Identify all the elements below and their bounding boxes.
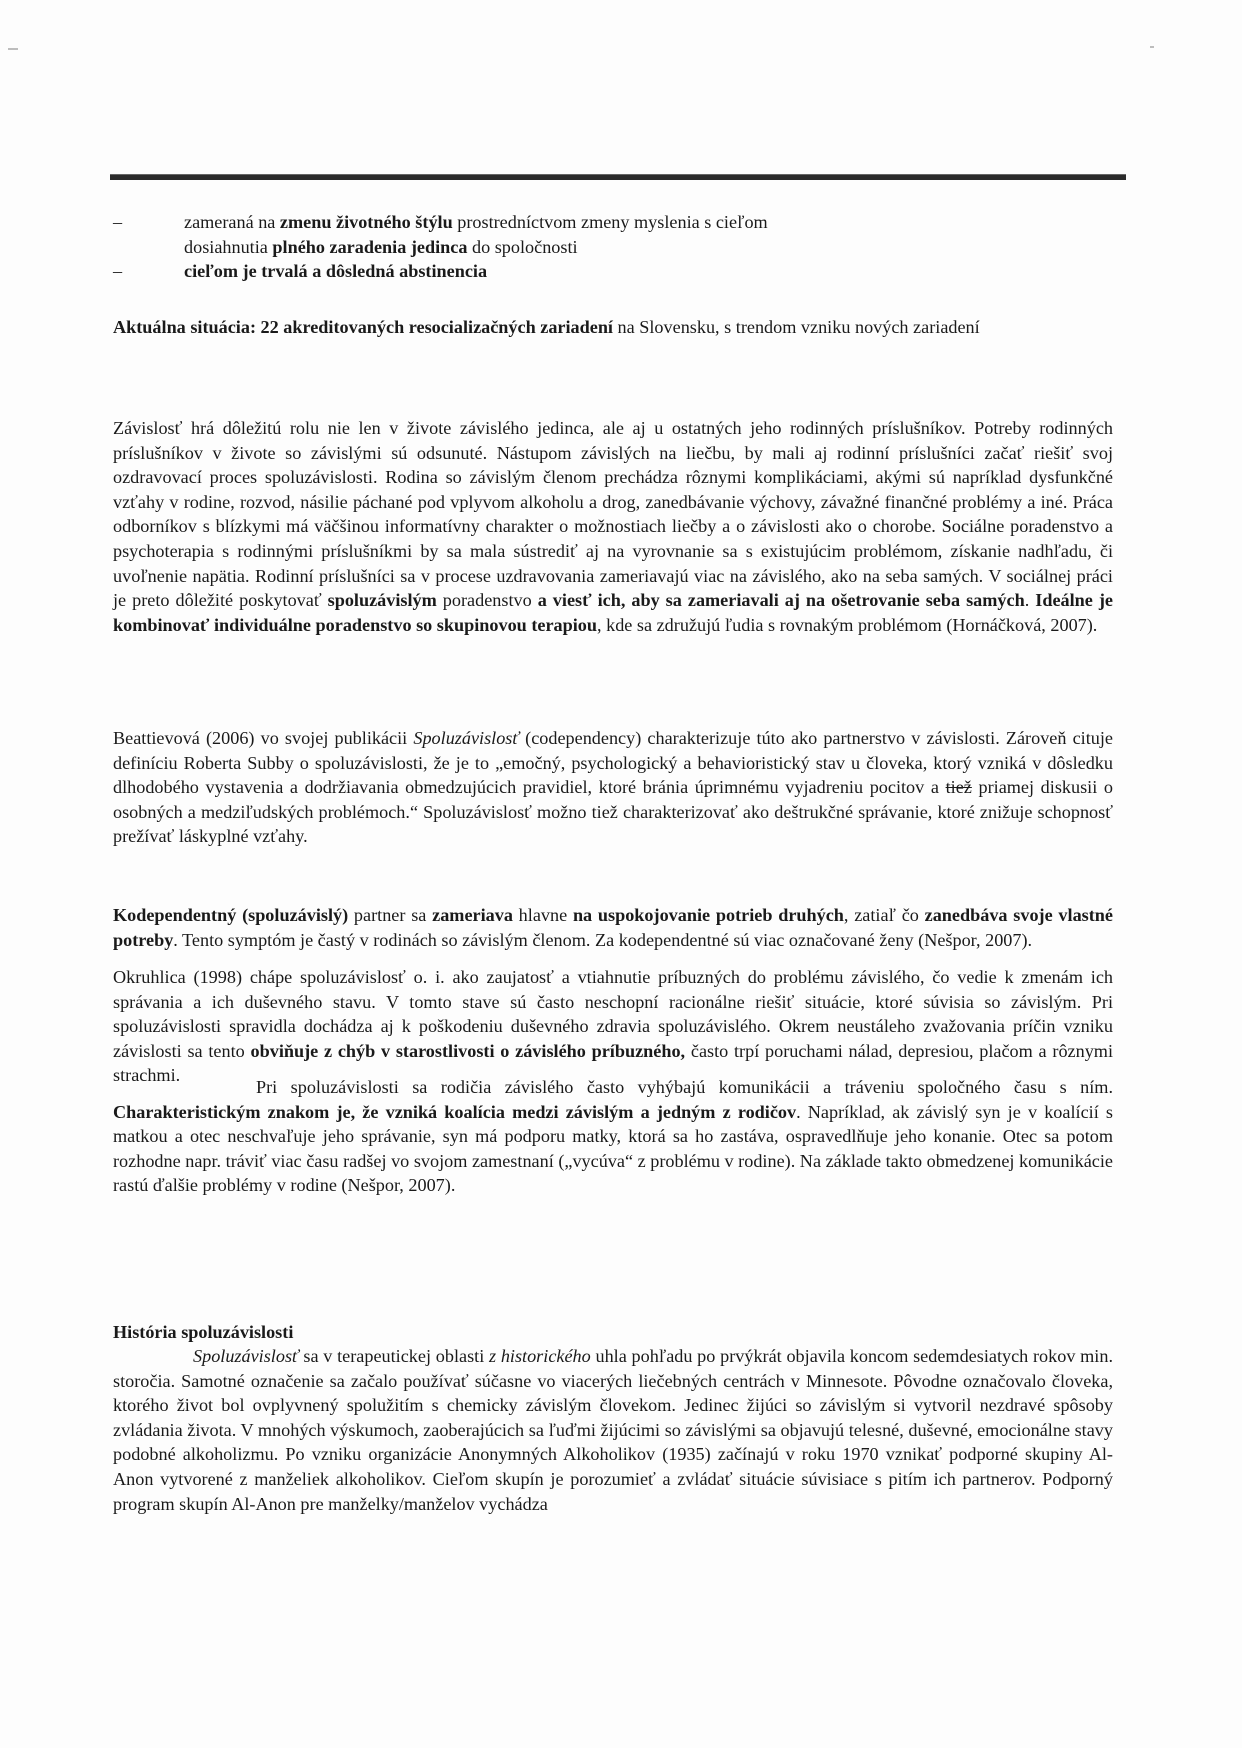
bullet-list bbox=[113, 210, 1113, 284]
bullet-dash: – bbox=[113, 212, 123, 232]
bullet-item: – cieľom je trvalá a dôsledná abstinencia bbox=[113, 259, 1113, 284]
scan-artifact bbox=[1150, 46, 1154, 48]
paragraph-parents: Pri spoluzávislosti sa rodičia závislého často vyhýbajú komunikácii a tráveniu spoločného času s ním. Charakteristickým znakom je, že vzniká koalícia medzi závislým a jedným z rodičov. Napríklad, ak závislý syn je v koalícií s matkou a otec neschvaľuje jeho správanie, syn má podporu matky, ktorá sa ho zastáva, ospravedlňuje jeho konanie. Otec sa potom rozhodne napr. tráviť viac času radšej vo svojom zamestnaní („vycúva“ z problému v rodine). Na základe takto obmedzenej komunikácie rastú ďalšie problémy v rodine (Nešpor, 2007). bbox=[113, 1077, 1113, 1196]
scan-artifact bbox=[8, 48, 18, 50]
paragraph-history: Spoluzávislosť sa v terapeutickej oblasti z historického uhla pohľadu po prvýkrát objavila koncom sedemdesiatych rokov min. storočia. Samotné označenie sa začalo používať súčasne vo viacerých liečebných centrách v Minnesote. Pôvodne označovalo človeka, ktorého život bol ovplyvnený spolužitím s chemicky závislým človekom. Jedinec žijúci so závislým si vytvoril nezdravé spôsoby zvládania života. V mnohých výskumoch, zaoberajúcich sa ľuďmi žijúcimi so závislými sa objavujú telesné, duševné, emocionálne stavy podobné alkoholizmu. Po vzniku organizácie Anonymných Alkoholikov (1935) začínajú v roku 1970 vznikať podporné skupiny Al-Anon vytvorené z manželiek alkoholikov. Cieľom skupín je porozumieť a zvládať situácie súvisiace s pitím ich partnerov. Podporný program skupín Al-Anon pre manželky/manželov vychádza bbox=[113, 1346, 1113, 1514]
section-heading: História spoluzávislosti bbox=[113, 1322, 294, 1342]
paragraph-okruhlica: Okruhlica (1998) chápe spoluzávislosť o. i. ako zaujatosť a vtiahnutie príbuzných do problému závislého, čo vedie k zmenám ich správania a ich duševného stavu. V tomto stave sú často neschopní racionálne riešiť situácie, ktoré súvisia so závislým. Pri spoluzávislosti spravidla dochádza aj k poškodeniu duševného zdravia spoluzávislého. Okrem neustáleho zvažovania príčin vzniku závislosti sa tento obviňuje z chýb v starostlivosti o závislého príbuzného, často trpí poruchami nálad, depresiou, plačom a rôznymi strachmi. bbox=[113, 967, 1114, 1086]
header-rule bbox=[110, 174, 1126, 180]
bullet-item: – zameraná na zmenu životného štýlu prostredníctvom zmeny myslenia s cieľom dosiahnutia plného zaradenia jedinca do spoločnosti bbox=[113, 212, 768, 257]
paragraph-family-role: Závislosť hrá dôležitú rolu nie len v živote závislého jedinca, ale aj u ostatných jeho rodinných príslušníkov. Potreby rodinných príslušníkov v živote so závislými sú odsunuté. Nástupom závislých na liečbu, by mali aj rodinní príslušníci začať riešiť svoj ozdravovací proces spoluzávislosti. Rodina so závislým členom prechádza rôznymi komplikáciami, akými sú napríklad dysfunkčné vzťahy v rodine, rozvod, násilie páchané pod vplyvom alkoholu a drog, zanedbávanie výchovy, závažné finančné problémy a iné. Práca odborníkov s blízkymi má väčšinou informatívny charakter o možnostiach liečby a o závislosti ako o chorobe. Sociálne poradenstvo a psychoterapia s rodinnými príslušníkmi by sa mala sústrediť aj na vyrovnanie sa s existujúcim problémom, získanie nadhľadu, či uvoľnenie napätia. Rodinní príslušníci sa v procese uzdravovania zameriavajú viac na závislého, ako na seba samých. V sociálnej práci je preto dôležité poskytovať spoluzávislým poradenstvo a viesť ich, aby sa zameriavali aj na ošetrovanie seba samých. Ideálne je kombinovať individuálne poradenstvo so skupinovou terapiou, kde sa združujú ľudia s rovnakým problémom (Hornáčková, 2007). bbox=[113, 418, 1114, 635]
paragraph-beattie: Beattievová (2006) vo svojej publikácii Spoluzávislosť (codependency) charakterizuje túto ako partnerstvo v závislosti. Zároveň cituje definíciu Roberta Subby o spoluzávislosti, že je to „emočný, psychologický a behavioristický stav u človeka, ktorý vzniká v dôsledku dlhodobého vystavenia a dodržiavania obmedzujúcich pravidiel, ktoré bránia úprimnému vyjadreniu pocitov a tiež priamej diskusii o osobných a medziľudských problémoch.“ Spoluzávislosť možno tiež charakterizovať ako deštrukčné správanie, ktoré znižuje schopnosť prežívať láskyplné vzťahy. bbox=[113, 728, 1113, 847]
paragraph-codependent: Kodependentný (spoluzávislý) partner sa zameriava hlavne na uspokojovanie potrieb druhých, zatiaľ čo zanedbáva svoje vlastné potreby. Tento symptóm je častý v rodinách so závislým členom. Za kodependentné sú viac označované ženy (Nešpor, 2007). bbox=[113, 905, 1113, 950]
current-status: Aktuálna situácia: 22 akreditovaných resocializačných zariadení na Slovensku, s trendom vzniku nových zariadení bbox=[113, 317, 980, 337]
bullet-dash: – bbox=[113, 261, 123, 282]
